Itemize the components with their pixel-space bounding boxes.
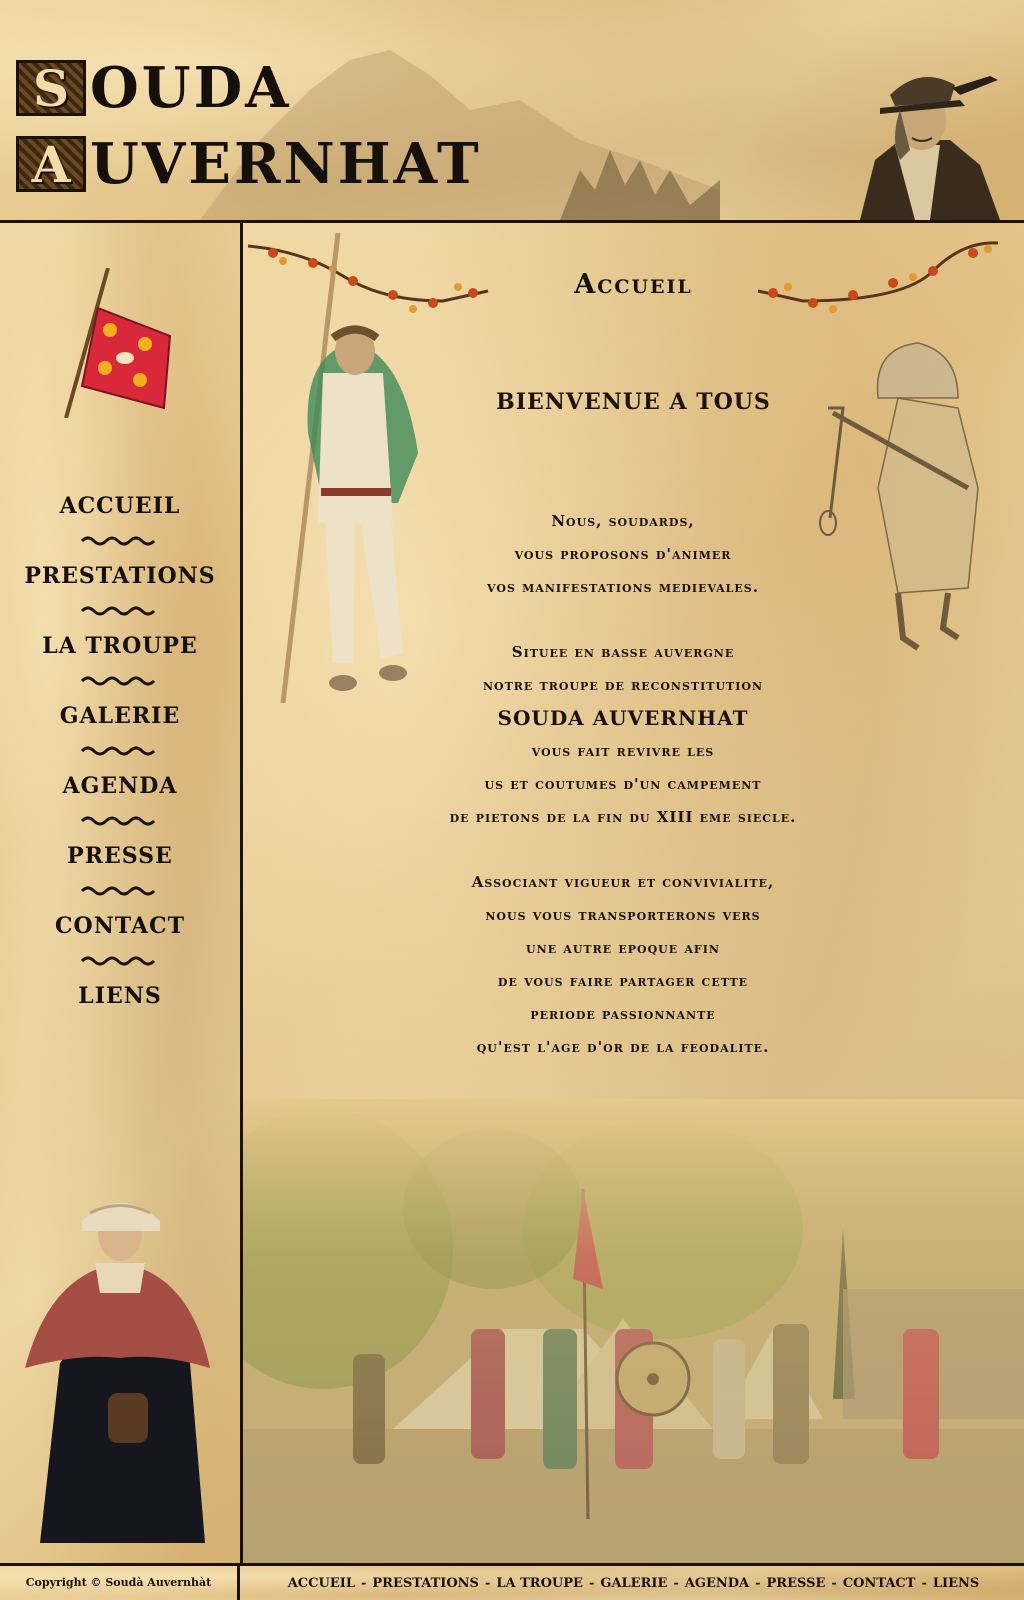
intro-paragraph — [373, 866, 873, 1064]
main-content — [243, 223, 1024, 1563]
heraldic-banner-icon — [60, 268, 180, 418]
nav-ornament — [0, 879, 240, 903]
footer-link-galerie[interactable]: GALERIE — [600, 1575, 668, 1591]
intro-line: vous proposons d'animer — [514, 545, 732, 563]
footer-separator: - — [921, 1575, 927, 1591]
intro-line: de vous faire partager cette — [497, 972, 749, 990]
nav-ornament — [0, 739, 240, 763]
footer-link-liens[interactable]: LIENS — [932, 1575, 980, 1591]
footer-separator: - — [831, 1575, 837, 1591]
sidebar-nav — [0, 483, 240, 1019]
medieval-camp-photo — [243, 1099, 1024, 1563]
sidebar-item-galerie[interactable]: GALERIE — [59, 703, 181, 729]
intro-line: Associant vigueur et convivialite, — [471, 873, 775, 891]
footer-separator: - — [588, 1575, 595, 1591]
intro-line: une autre epoque afin — [526, 939, 720, 957]
nav-ornament — [0, 669, 240, 693]
logo-drop-cap-s: S — [16, 60, 86, 116]
troupe-name-line: SOUDA AUVERNHAT — [497, 706, 749, 730]
intro-line: Situee en basse auvergne — [511, 643, 735, 661]
footer-link-la-troupe[interactable]: LA TROUPE — [496, 1575, 583, 1591]
site-header — [0, 0, 1024, 223]
intro-line: nous vous transporterons vers — [485, 906, 761, 924]
logo-text-souda: OUDA — [90, 55, 292, 121]
intro-line: periode passionnante — [530, 1005, 716, 1023]
intro-paragraph — [373, 505, 873, 604]
intro-line: de pietons de la fin du XIII eme siecle. — [449, 808, 797, 826]
medieval-woman-photo — [20, 1103, 220, 1553]
intro-paragraph — [373, 636, 873, 834]
sidebar-item-presse[interactable]: PRESSE — [67, 843, 173, 869]
nav-ornament — [0, 529, 240, 553]
logo-drop-cap-a: A — [16, 136, 86, 192]
site-footer — [0, 1563, 1024, 1600]
helmeted-soldier-portrait — [840, 40, 1010, 220]
intro-line: qu'est l'age d'or de la feodalite. — [476, 1038, 770, 1056]
copyright-text: Copyright © Soudà Auvernhàt — [0, 1566, 240, 1600]
footer-separator: - — [755, 1575, 761, 1591]
logo-text-auvernhat: UVERNHAT — [90, 131, 482, 197]
intro-line: us et coutumes d'un campement — [484, 775, 762, 793]
footer-link-contact[interactable]: CONTACT — [842, 1575, 916, 1591]
intro-line: notre troupe de reconstitution — [482, 676, 764, 694]
footer-separator: - — [673, 1575, 679, 1591]
intro-text — [373, 505, 873, 1096]
nav-ornament — [0, 949, 240, 973]
nav-ornament — [0, 809, 240, 833]
site-logo[interactable] — [16, 56, 482, 208]
welcome-heading: BIENVENUE A TOUS — [496, 389, 771, 415]
footer-nav — [243, 1566, 1024, 1600]
footer-link-presse[interactable]: PRESSE — [766, 1575, 826, 1591]
logo-line-1 — [16, 56, 482, 120]
intro-line: vos manifestations medievales. — [487, 578, 759, 596]
page-title: Accueil — [574, 269, 693, 300]
footer-separator: - — [360, 1575, 367, 1591]
sidebar-item-accueil[interactable]: ACCUEIL — [59, 493, 181, 519]
footer-link-accueil[interactable]: ACCUEIL — [287, 1575, 355, 1591]
nav-ornament — [0, 599, 240, 623]
sidebar-item-prestations[interactable]: PRESTATIONS — [24, 563, 216, 589]
footer-separator: - — [484, 1575, 491, 1591]
sidebar-item-la-troupe[interactable]: LA TROUPE — [42, 633, 198, 659]
sidebar-item-contact[interactable]: CONTACT — [55, 913, 185, 939]
intro-line: Nous, soudards, — [551, 512, 695, 530]
sidebar — [0, 223, 243, 1563]
logo-line-2 — [16, 132, 482, 196]
footer-link-agenda[interactable]: AGENDA — [684, 1575, 750, 1591]
intro-line: vous fait revivre les — [531, 742, 715, 760]
sidebar-item-liens[interactable]: LIENS — [78, 983, 162, 1009]
footer-link-prestations[interactable]: PRESTATIONS — [372, 1575, 479, 1591]
sidebar-item-agenda[interactable]: AGENDA — [62, 773, 178, 799]
